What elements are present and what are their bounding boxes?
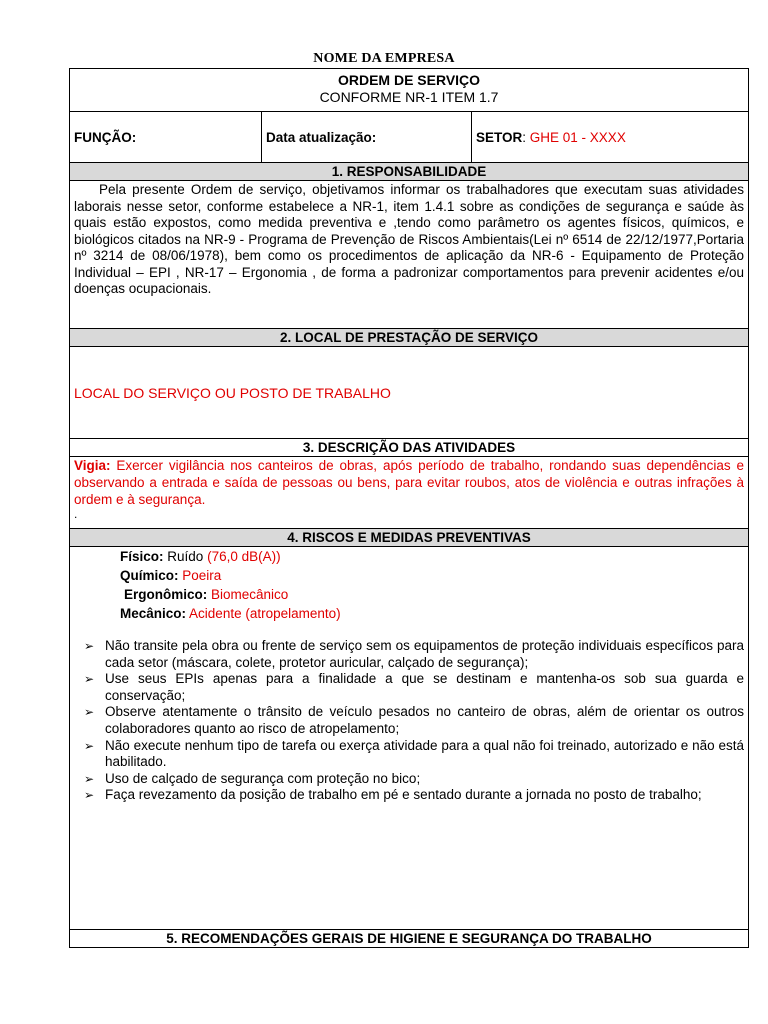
document-title: ORDEM DE SERVIÇO bbox=[337, 72, 481, 88]
list-item bbox=[74, 704, 744, 737]
company-name: NOME DA EMPRESA bbox=[313, 51, 455, 66]
list-item-text: Faça revezamento da posição de trabalho em pé e sentado durante a jornada no posto de trabalho; bbox=[105, 787, 702, 803]
data-atualizacao-label: Data atualização: bbox=[266, 129, 377, 145]
list-item-text: Observe atentamente o trânsito de veículo pesados no canteiro de obras, além de orientar os outros colaboradores quanto ao risco de atropelamento; bbox=[105, 704, 745, 736]
list-item bbox=[74, 671, 744, 704]
list-item-text: Não transite pela obra ou frente de serviço sem os equipamentos de proteção individuais específicos para cada setor (máscara, colete, protetor auricular, calçado de segurança); bbox=[105, 638, 745, 670]
risk-fisico-value: Ruído bbox=[167, 549, 204, 564]
arrow-bullet-icon: ➢ bbox=[84, 705, 95, 720]
list-item bbox=[74, 638, 744, 671]
arrow-bullet-icon: ➢ bbox=[84, 788, 95, 803]
risk-fisico-label: Físico: bbox=[120, 549, 164, 564]
arrow-bullet-icon: ➢ bbox=[84, 738, 95, 753]
setor-label: SETOR bbox=[476, 129, 523, 145]
descricao-atividades-cell bbox=[70, 457, 749, 529]
role-description: Exercer vigilância nos canteiros de obras, após período de trabalho, rondando suas dependências e observando a entrada e saída de pessoas ou bens, para evitar roubos, atos de violência e outras infrações à ordem e à segurança. bbox=[74, 458, 745, 507]
list-item bbox=[74, 787, 744, 804]
responsabilidade-cell bbox=[70, 181, 749, 329]
risk-fisico bbox=[74, 547, 744, 566]
role-label: Vigia: bbox=[74, 458, 111, 473]
arrow-bullet-icon: ➢ bbox=[84, 771, 95, 786]
local-servico-cell bbox=[70, 347, 749, 439]
list-item bbox=[74, 738, 744, 771]
section-3-title: 3. DESCRIÇÃO DAS ATIVIDADES bbox=[70, 439, 749, 457]
risk-ergonomico-label: Ergonômico: bbox=[124, 587, 208, 602]
data-atualizacao-cell bbox=[262, 112, 472, 163]
risk-mecanico bbox=[74, 604, 744, 623]
section-1-title: 1. RESPONSABILIDADE bbox=[70, 163, 749, 181]
descricao-trailing: . bbox=[74, 507, 78, 521]
list-item-text: Uso de calçado de segurança com proteção no bico; bbox=[105, 770, 421, 786]
preventive-measures-list bbox=[74, 638, 744, 804]
list-item bbox=[74, 771, 744, 788]
risk-quimico bbox=[74, 566, 744, 585]
arrow-bullet-icon: ➢ bbox=[84, 672, 95, 687]
funcao-cell bbox=[70, 112, 262, 163]
risk-quimico-value: Poeira bbox=[182, 568, 222, 583]
risk-ergonomico-value: Biomecânico bbox=[211, 587, 289, 602]
setor-value: GHE 01 - XXXX bbox=[529, 129, 626, 145]
risk-mecanico-value: Acidente (atropelamento) bbox=[189, 606, 341, 621]
service-order-form bbox=[69, 68, 748, 948]
setor-separator: : bbox=[522, 129, 530, 145]
section-5-title: 5. RECOMENDAÇÕES GERAIS DE HIGIENE E SEGURANÇA DO TRABALHO bbox=[70, 930, 749, 948]
section-2-title: 2. LOCAL DE PRESTAÇÃO DE SERVIÇO bbox=[70, 329, 749, 347]
risk-quimico-label: Químico: bbox=[120, 568, 179, 583]
funcao-label: FUNÇÃO: bbox=[74, 129, 137, 145]
riscos-cell bbox=[70, 547, 749, 930]
list-item-text: Use seus EPIs apenas para a finalidade a que se destinam e mantenha-os sob sua guarda e conservação; bbox=[105, 671, 745, 703]
setor-cell bbox=[472, 112, 749, 163]
list-item-text: Não execute nenhum tipo de tarefa ou exerça atividade para a qual não foi treinado, autorizado e não está habilitado. bbox=[105, 737, 745, 770]
local-servico-text: LOCAL DO SERVIÇO OU POSTO DE TRABALHO bbox=[74, 384, 391, 401]
descricao-text bbox=[74, 457, 744, 508]
section-4-title: 4. RISCOS E MEDIDAS PREVENTIVAS bbox=[70, 529, 749, 547]
document-subtitle: CONFORME NR-1 ITEM 1.7 bbox=[319, 89, 499, 105]
document-title-cell bbox=[70, 69, 749, 112]
risk-fisico-level: (76,0 dB(A)) bbox=[207, 549, 281, 564]
risk-mecanico-label: Mecânico: bbox=[120, 606, 187, 621]
risk-ergonomico bbox=[74, 585, 744, 604]
arrow-bullet-icon: ➢ bbox=[84, 639, 95, 653]
responsabilidade-text: Pela presente Ordem de serviço, objetivamos informar os trabalhadores que executam suas atividades laborais nesse setor, conforme estabelece a NR-1, item 1.4.1 sobre as condições de segurança e saúde às quais estão expostos, como medida preventiva e ,tendo como parâmetro os agentes físicos, químicos, e biológicos citados na NR-9 - Programa de Prevenção de Riscos Ambientais(Lei nº 6514 de 22/12/1977,Portaria nº 3214 de 08/06/1978), bem como os procedimentos de aplicação da NR-6 - Equipamento de Proteção Individual – EPI , NR-17 – Ergonomia , de forma a padronizar comportamentos para prevenir acidentes e/ou doenças ocupacionais. bbox=[74, 182, 745, 296]
